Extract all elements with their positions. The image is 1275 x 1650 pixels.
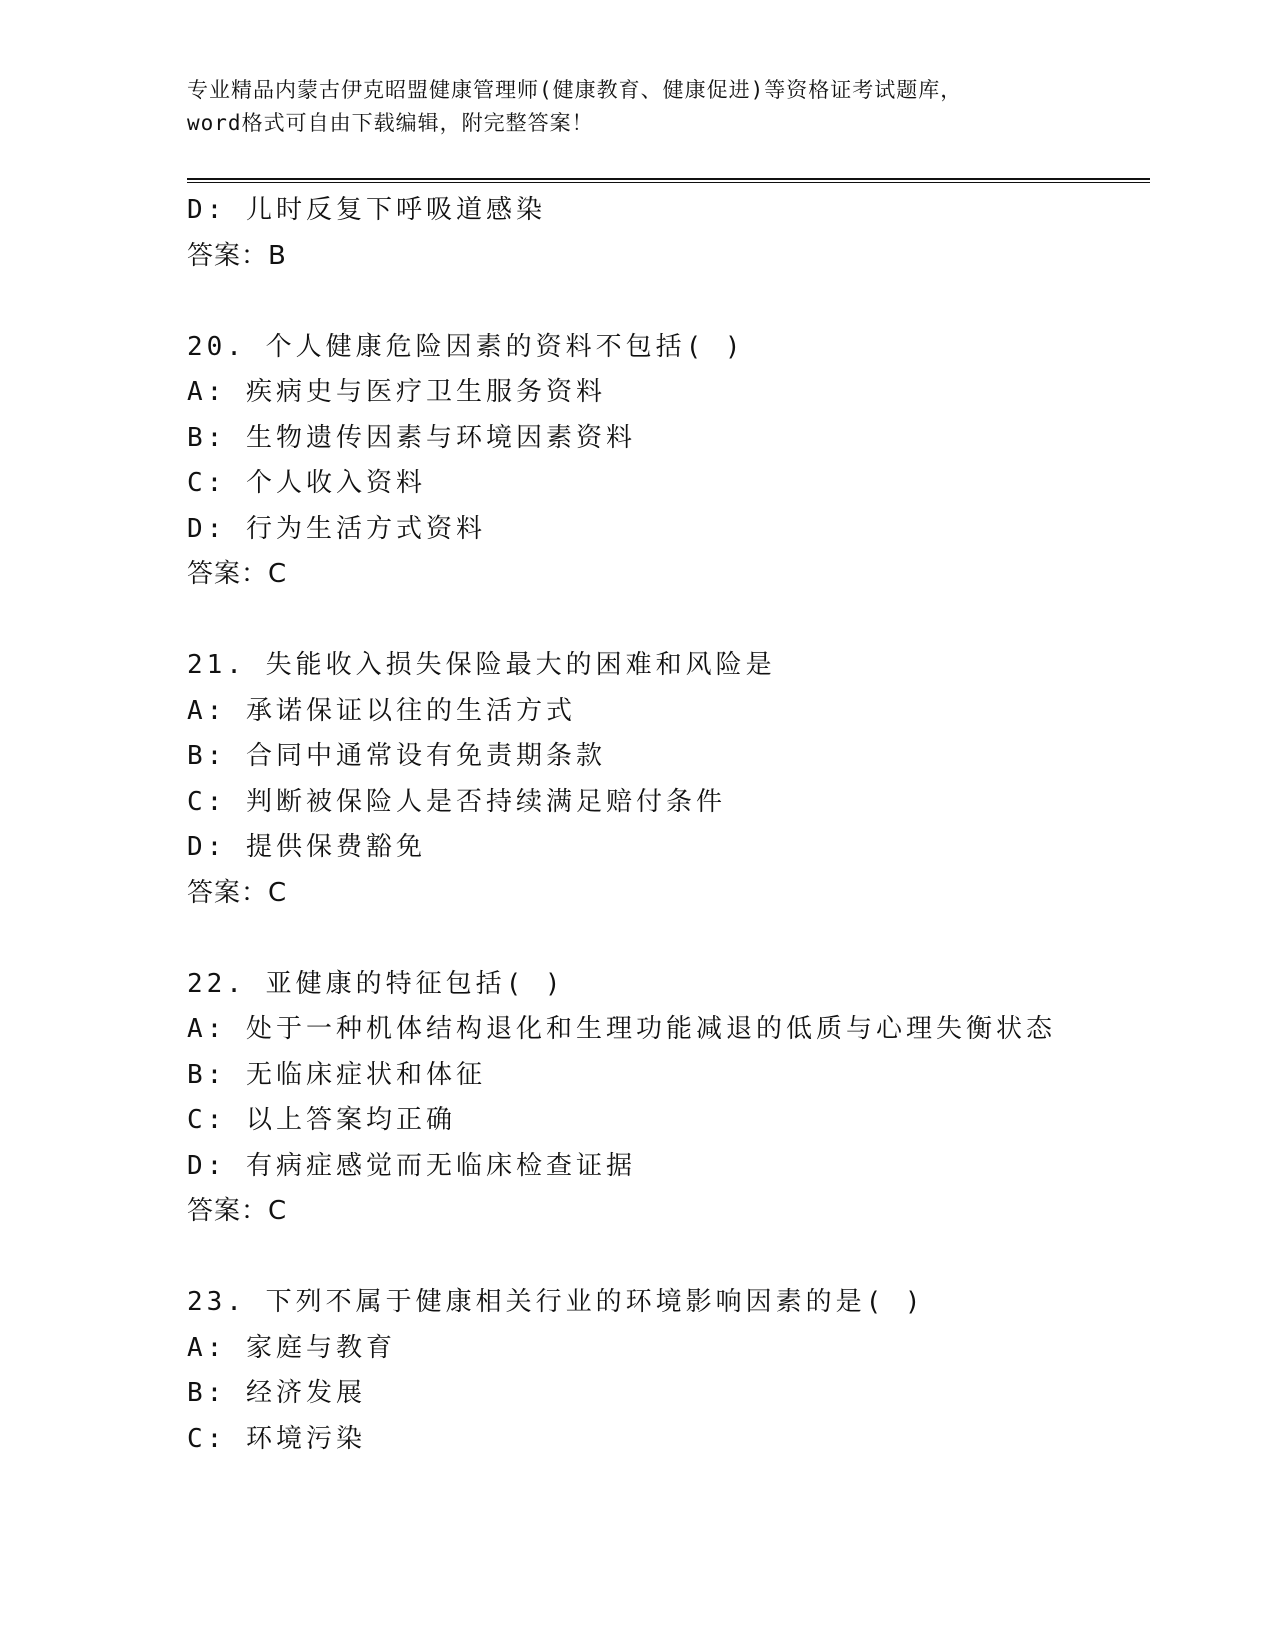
answer: 答案：C — [187, 877, 288, 908]
document-header — [187, 74, 1107, 140]
option-c: C: 以上答案均正确 — [187, 1105, 456, 1135]
option-b: B: 经济发展 — [187, 1378, 366, 1408]
question-stem: 23. 下列不属于健康相关行业的环境影响因素的是( ) — [187, 1287, 925, 1317]
question-22 — [187, 962, 1147, 1235]
option-a: A: 家庭与教育 — [187, 1332, 396, 1363]
option-d: D: 行为生活方式资料 — [187, 513, 486, 544]
answer: 答案：B — [187, 240, 287, 271]
header-divider — [187, 178, 1150, 183]
option-d: D: 提供保费豁免 — [187, 832, 426, 862]
question-stem: 20. 个人健康危险因素的资料不包括( ) — [187, 331, 745, 362]
option-d: D: 有病症感觉而无临床检查证据 — [187, 1150, 636, 1181]
header-line-1: 专业精品内蒙古伊克昭盟健康管理师(健康教育、健康促进)等资格证考试题库， — [187, 78, 963, 102]
answer: 答案：C — [187, 1196, 288, 1226]
option-b: B: 合同中通常设有免责期条款 — [187, 741, 606, 771]
option-c: C: 判断被保险人是否持续满足赔付条件 — [187, 786, 726, 817]
option-c: C: 个人收入资料 — [187, 468, 426, 498]
question-20 — [187, 325, 1147, 598]
option-a: A: 疾病史与医疗卫生服务资料 — [187, 377, 606, 407]
question-21 — [187, 643, 1147, 916]
question-23 — [187, 1280, 1147, 1462]
option-a: A: 处于一种机体结构退化和生理功能减退的低质与心理失衡状态 — [187, 1014, 1056, 1044]
option-b: B: 生物遗传因素与环境因素资料 — [187, 422, 636, 453]
option-d: D: 儿时反复下呼吸道感染 — [187, 195, 546, 225]
option-c: C: 环境污染 — [187, 1423, 366, 1454]
answer: 答案：C — [187, 559, 288, 589]
option-a: A: 承诺保证以往的生活方式 — [187, 695, 576, 726]
header-line-2: word格式可自由下载编辑，附完整答案！ — [187, 111, 594, 135]
question-stem: 22. 亚健康的特征包括( ) — [187, 968, 565, 999]
option-b: B: 无临床症状和体征 — [187, 1059, 486, 1090]
question-list — [187, 188, 1147, 1462]
question-stem: 21. 失能收入损失保险最大的困难和风险是 — [187, 650, 776, 680]
